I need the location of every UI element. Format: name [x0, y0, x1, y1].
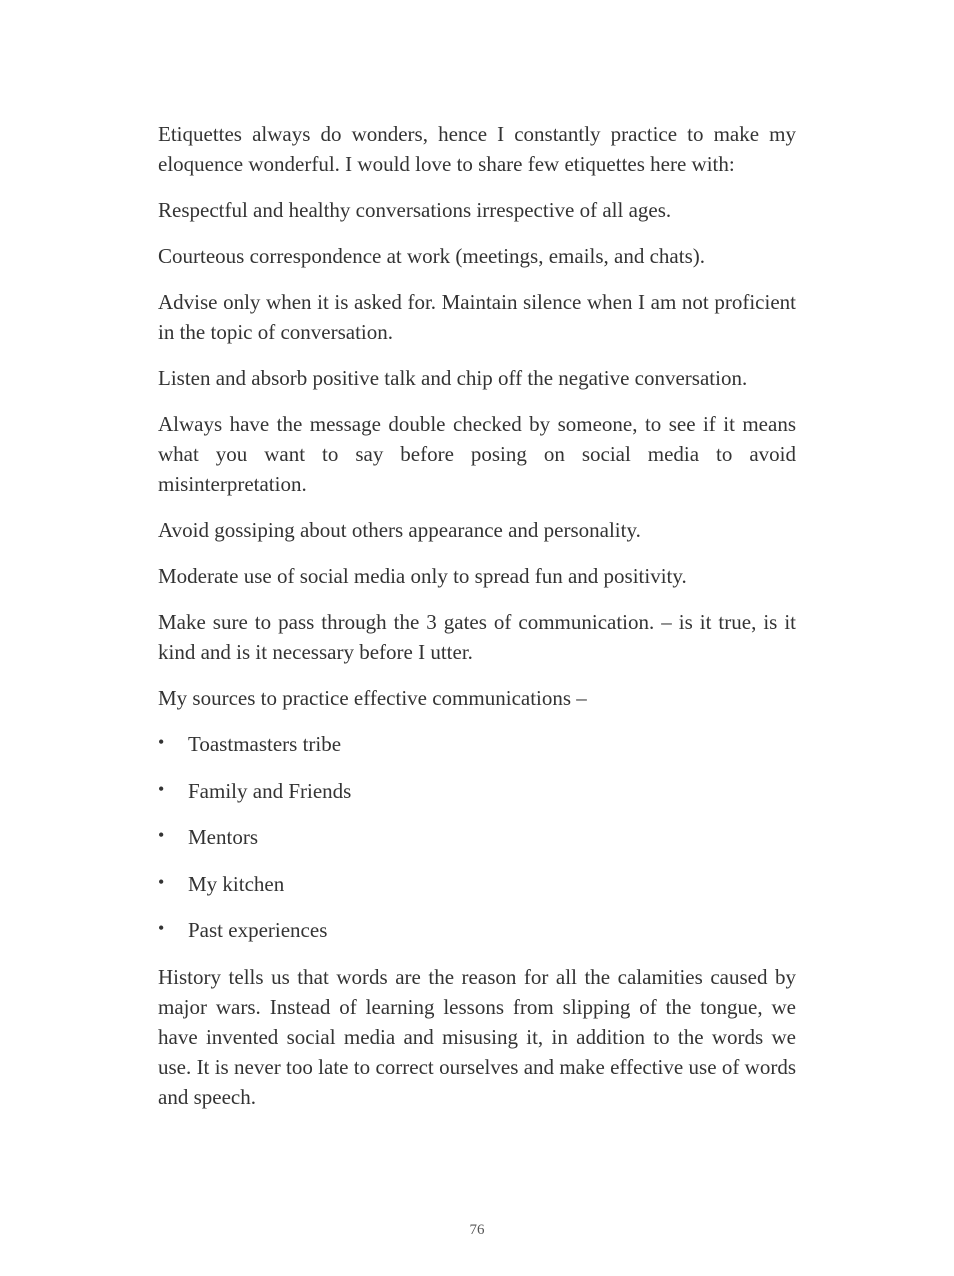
paragraph-respectful-conversations: Respectful and healthy conversations irrespective of all ages.: [158, 198, 672, 222]
bullet-icon: •: [158, 918, 165, 938]
list-item-label: Toastmasters tribe: [188, 732, 342, 756]
paragraph-history-closing: History tells us that words are the reason for all the calamities caused by major wars. Instead of learning lessons from slipping of the tongue, we have invented social media and misusing it, in addition to the words we use. It is never too late to correct ourselves and make effective use of words and speech.: [158, 964, 796, 1109]
paragraph-sources-intro: My sources to practice effective communications –: [158, 686, 587, 710]
list-item-label: Family and Friends: [188, 778, 352, 803]
paragraph-advise: Advise only when it is asked for. Maintain silence when I am not proficient in the topic of conversation.: [158, 290, 796, 344]
paragraph-double-check: Always have the message double checked by someone, to see if it means what you want to say before posing on social media to avoid misinterpretation.: [158, 412, 796, 496]
list-item-label: Mentors: [188, 825, 258, 849]
sources-list: [158, 729, 796, 945]
list-item: [158, 822, 796, 852]
page-number: 76: [469, 1222, 485, 1238]
paragraph-listen-absorb: Listen and absorb positive talk and chip off the negative conversation.: [158, 366, 748, 390]
list-item: [158, 915, 796, 945]
list-item-label: My kitchen: [188, 871, 285, 896]
bullet-icon: •: [158, 732, 165, 752]
list-item: [158, 869, 796, 899]
paragraph-etiquettes-intro: Etiquettes always do wonders, hence I constantly practice to make my eloquence wonderful. I would love to share few etiquettes here with:: [158, 122, 796, 176]
paragraph-three-gates: Make sure to pass through the 3 gates of communication. – is it true, is it kind and is it necessary before I utter.: [158, 610, 796, 664]
list-item-label: Past experiences: [188, 918, 328, 942]
bullet-icon: •: [158, 825, 165, 845]
bullet-icon: •: [158, 778, 165, 799]
bullet-icon: •: [158, 871, 165, 892]
list-item: [158, 776, 796, 806]
list-item: [158, 729, 796, 759]
paragraph-avoid-gossiping: Avoid gossiping about others appearance and personality.: [158, 518, 641, 542]
paragraph-moderate-social-media: Moderate use of social media only to spread fun and positivity.: [158, 564, 687, 588]
paragraph-courteous-correspondence: Courteous correspondence at work (meetings, emails, and chats).: [158, 244, 705, 268]
page-body: [158, 119, 796, 1128]
